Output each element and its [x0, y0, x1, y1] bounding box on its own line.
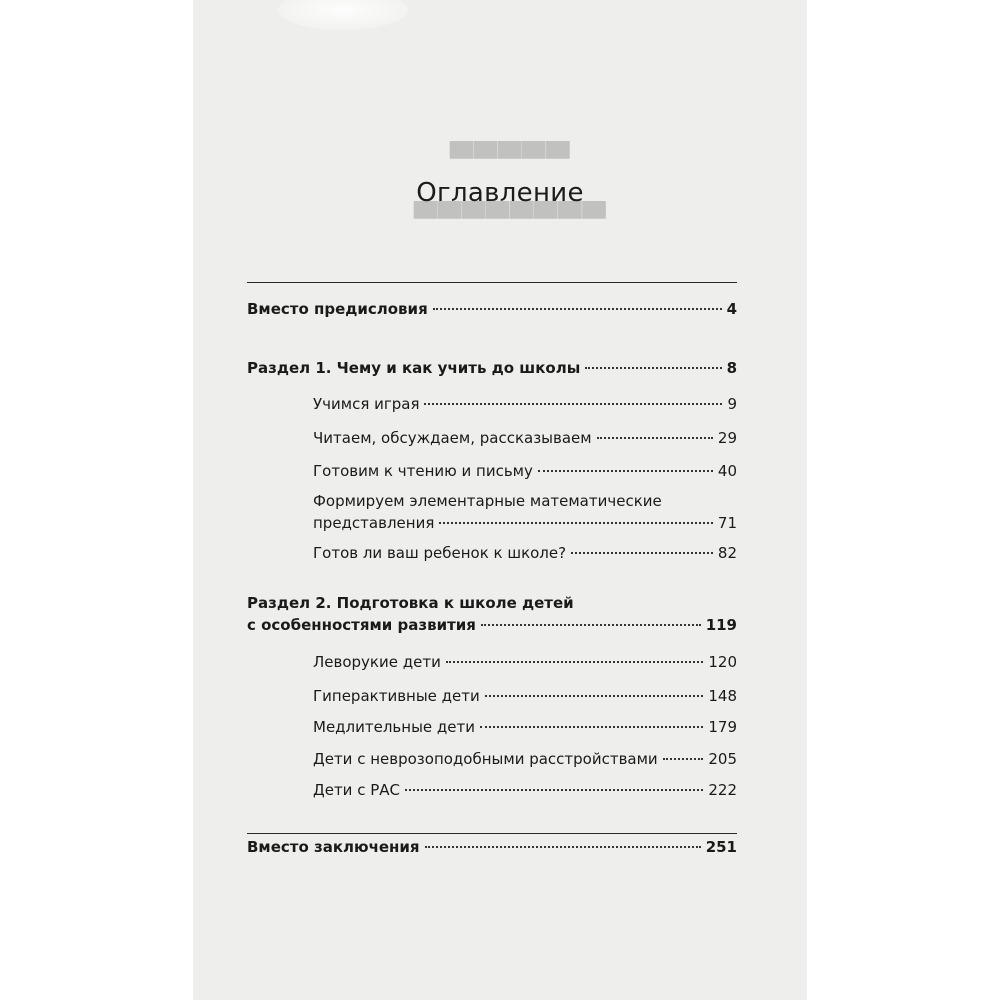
toc-page-number: 205 [708, 750, 737, 768]
dot-leader [538, 470, 713, 472]
dot-leader [446, 661, 704, 663]
toc-entry-foreword[interactable] [247, 298, 737, 320]
toc-entry-label: Леворукие дети [313, 653, 441, 671]
bottom-rule [247, 833, 737, 834]
toc-page-number: 148 [708, 687, 737, 705]
toc-entry-left-handed[interactable] [313, 651, 737, 673]
toc-page-number: 9 [727, 395, 737, 413]
toc-page-number: 251 [705, 838, 737, 856]
toc-entry-hyperactive[interactable] [313, 685, 737, 707]
toc-entry-label: Вместо предисловия [247, 300, 428, 318]
dot-leader [485, 695, 704, 697]
dot-leader [439, 522, 713, 524]
toc-entry-math-concepts[interactable] [313, 490, 737, 534]
toc-entry-label: Дети с неврозоподобными расстройствами [313, 750, 658, 768]
toc-entry-school-readiness[interactable] [313, 542, 737, 564]
page-highlight [278, 0, 408, 30]
toc-entry-label: Раздел 1. Чему и как учить до школы [247, 359, 581, 377]
toc-page-number: 179 [708, 718, 737, 736]
toc-entry-label: Медлительные дети [313, 718, 476, 736]
toc-page-number: 222 [708, 781, 737, 799]
toc-entry-label: Вместо заключения [247, 838, 420, 856]
toc-page-number: 4 [726, 300, 737, 318]
toc-entry-learning-by-play[interactable] [313, 393, 737, 415]
toc-page-number: 8 [726, 359, 737, 377]
toc-entry-first-line: Раздел 2. Подготовка к школе детей [247, 594, 574, 612]
toc-entry-section-1[interactable] [247, 357, 737, 379]
show-through-heading: ▀▀▀▀▀ ▀▀▀▀▀▀▀▀ [413, 142, 606, 237]
toc-page-number: 120 [708, 653, 737, 671]
dot-leader [481, 624, 701, 626]
toc-entry-label: Читаем, обсуждаем, рассказываем [313, 429, 592, 447]
dot-leader [597, 437, 713, 439]
toc-entry-neurosis-like[interactable] [313, 748, 737, 770]
toc-page-number: 40 [717, 462, 737, 480]
toc-entry-asd[interactable] [313, 779, 737, 801]
toc-entry-first-line: Формируем элементарные математические [313, 492, 662, 510]
toc-entry-label: Дети с РАС [313, 781, 400, 799]
book-page [193, 0, 807, 1000]
toc-entry-label: Готов ли ваш ребенок к школе? [313, 544, 567, 562]
toc-entry-label: с особенностями развития [247, 616, 476, 634]
toc-page-number: 29 [717, 429, 737, 447]
toc-entry-slow-children[interactable] [313, 716, 737, 738]
dot-leader [424, 403, 722, 405]
toc-page-number: 71 [717, 514, 737, 532]
toc-page-number: 119 [705, 616, 737, 634]
toc-entry-reading-discussing[interactable] [313, 427, 737, 449]
toc-entry-reading-writing-prep[interactable] [313, 460, 737, 482]
dot-leader [425, 846, 701, 848]
toc-entry-section-2[interactable] [247, 592, 737, 636]
toc-entry-label: Готовим к чтению и письму [313, 462, 533, 480]
toc-page-number: 82 [717, 544, 737, 562]
dot-leader [433, 308, 722, 310]
top-rule [247, 282, 737, 283]
dot-leader [405, 789, 703, 791]
toc-entry-conclusion[interactable] [247, 836, 737, 858]
dot-leader [585, 367, 721, 369]
toc-entry-label: Гиперактивные дети [313, 687, 480, 705]
toc-title: Оглавление [416, 178, 584, 208]
dot-leader [571, 552, 713, 554]
toc-entry-label: Учимся играя [313, 395, 420, 413]
dot-leader [480, 726, 703, 728]
toc-entry-label: представления [313, 514, 435, 532]
dot-leader [663, 758, 704, 760]
